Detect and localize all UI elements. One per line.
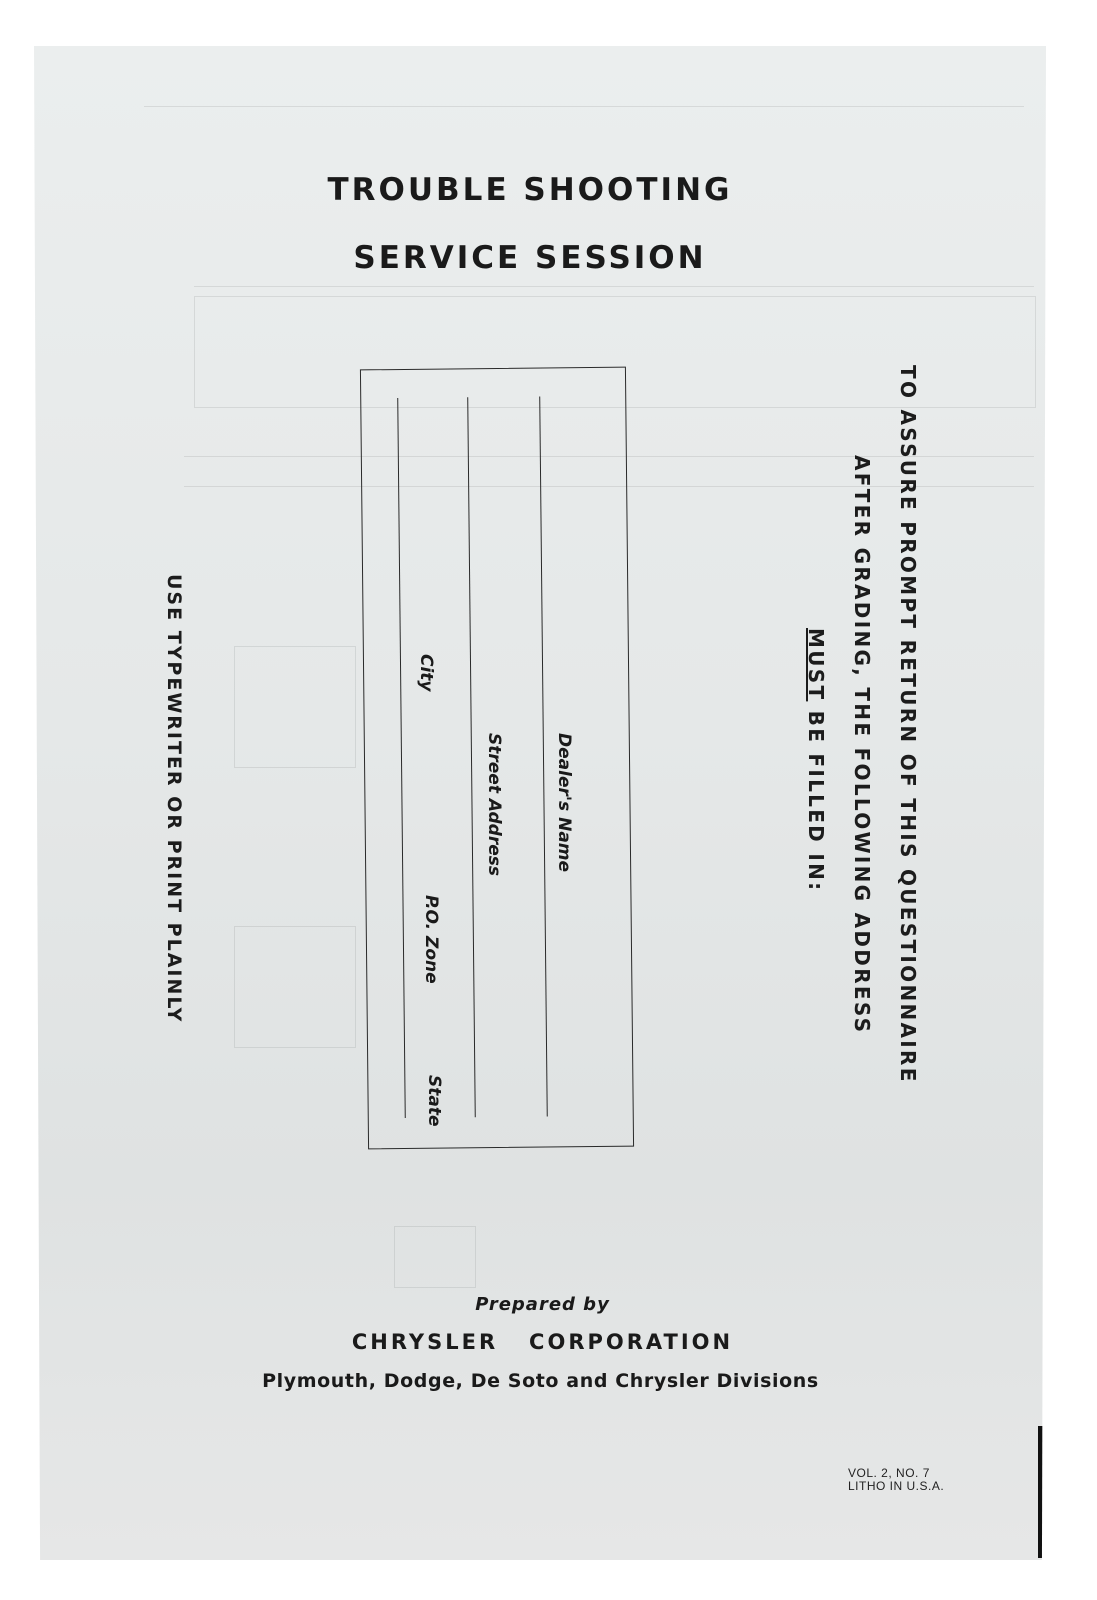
state-label: State <box>424 1075 444 1127</box>
edge-marker-bar <box>1038 1426 1045 1558</box>
street-address-line[interactable] <box>467 397 476 1117</box>
city-label: City <box>416 654 436 692</box>
show-through-box <box>234 926 356 1048</box>
street-address-label: Street Address <box>484 733 504 876</box>
divisions-line: Plymouth, Dodge, De Soto and Chrysler Divisions <box>262 1370 819 1392</box>
volume-number: VOL. 2, NO. 7 <box>848 1466 930 1480</box>
dealer-name-line[interactable] <box>539 397 548 1117</box>
po-zone-label: P.O. Zone <box>421 895 441 984</box>
instruction-rest: BE FILLED IN: <box>804 701 828 893</box>
instruction-line-3 <box>804 628 828 892</box>
page-title-line-2: SERVICE SESSION <box>353 240 707 276</box>
typewriter-note: USE TYPEWRITER OR PRINT PLAINLY <box>163 574 185 1024</box>
show-through-box <box>234 646 356 768</box>
city-state-line[interactable] <box>397 398 406 1118</box>
prepared-by-label: Prepared by <box>475 1294 610 1315</box>
show-through-line <box>194 286 1034 287</box>
corporation-name: CHRYSLER CORPORATION <box>351 1330 734 1354</box>
show-through-box <box>394 1226 476 1288</box>
dealer-name-label: Dealer's Name <box>554 733 574 873</box>
page-title-line-1: TROUBLE SHOOTING <box>327 172 733 208</box>
instruction-line-1: TO ASSURE PROMPT RETURN OF THIS QUESTIONNAIRE <box>896 365 920 1084</box>
instruction-line-2: AFTER GRADING, THE FOLLOWING ADDRESS <box>850 455 874 1035</box>
litho-note: LITHO IN U.S.A. <box>848 1479 945 1493</box>
show-through-line <box>144 106 1024 107</box>
instruction-must: MUST <box>804 628 828 702</box>
